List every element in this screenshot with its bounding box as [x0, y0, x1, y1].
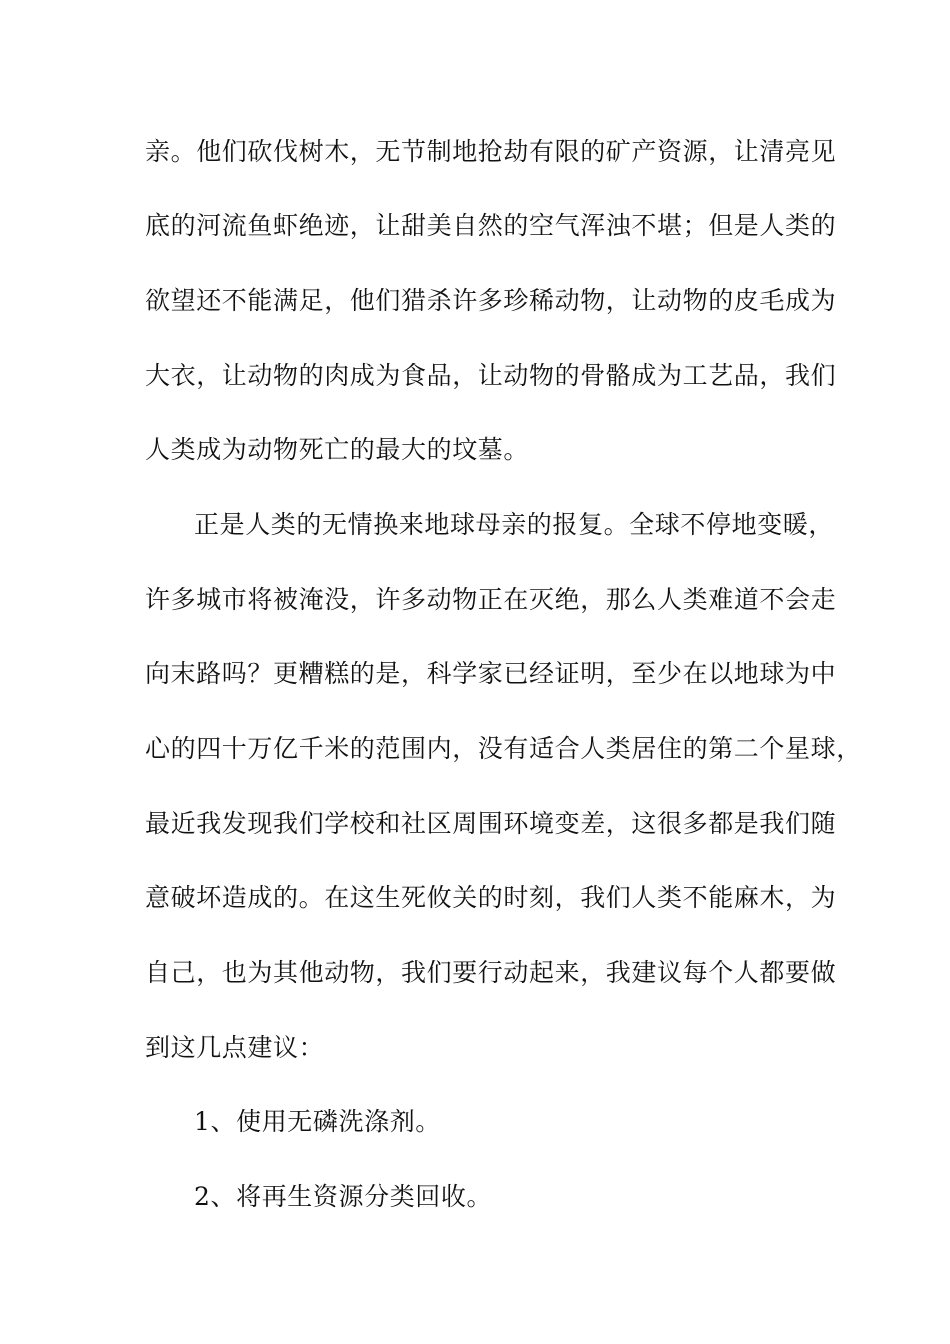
text-line: 欲望还不能满足，他们猎杀许多珍稀动物，让动物的皮毛成为	[145, 286, 837, 315]
list-item: 2、将再生资源分类回收。	[194, 1182, 493, 1211]
text-line: 到这几点建议：	[145, 1033, 325, 1062]
text-line: 自己，也为其他动物，我们要行动起来，我建议每个人都要做	[145, 958, 837, 987]
text-line: 许多城市将被淹没，许多动物正在灭绝，那么人类难道不会走	[145, 585, 837, 614]
text-line: 亲。他们砍伐树木，无节制地抢劫有限的矿产资源，让清亮见	[145, 137, 837, 166]
text-line: 向末路吗？更糟糕的是，科学家已经证明，至少在以地球为中	[145, 659, 837, 688]
text-line: 意破坏造成的。在这生死攸关的时刻，我们人类不能麻木，为	[145, 883, 837, 912]
list-item: 1、使用无磷洗涤剂。	[194, 1107, 441, 1136]
paragraph-start-line: 正是人类的无情换来地球母亲的报复。全球不停地变暖，	[194, 510, 835, 539]
text-line: 大衣，让动物的肉成为食品，让动物的骨骼成为工艺品，我们	[145, 361, 837, 390]
text-line: 底的河流鱼虾绝迹，让甜美自然的空气浑浊不堪；但是人类的	[145, 211, 837, 240]
text-line: 最近我发现我们学校和社区周围环境变差，这很多都是我们随	[145, 809, 837, 838]
text-line: 心的四十万亿千米的范围内，没有适合人类居住的第二个星球，	[145, 734, 862, 763]
text-line: 人类成为动物死亡的最大的坟墓。	[145, 435, 530, 464]
